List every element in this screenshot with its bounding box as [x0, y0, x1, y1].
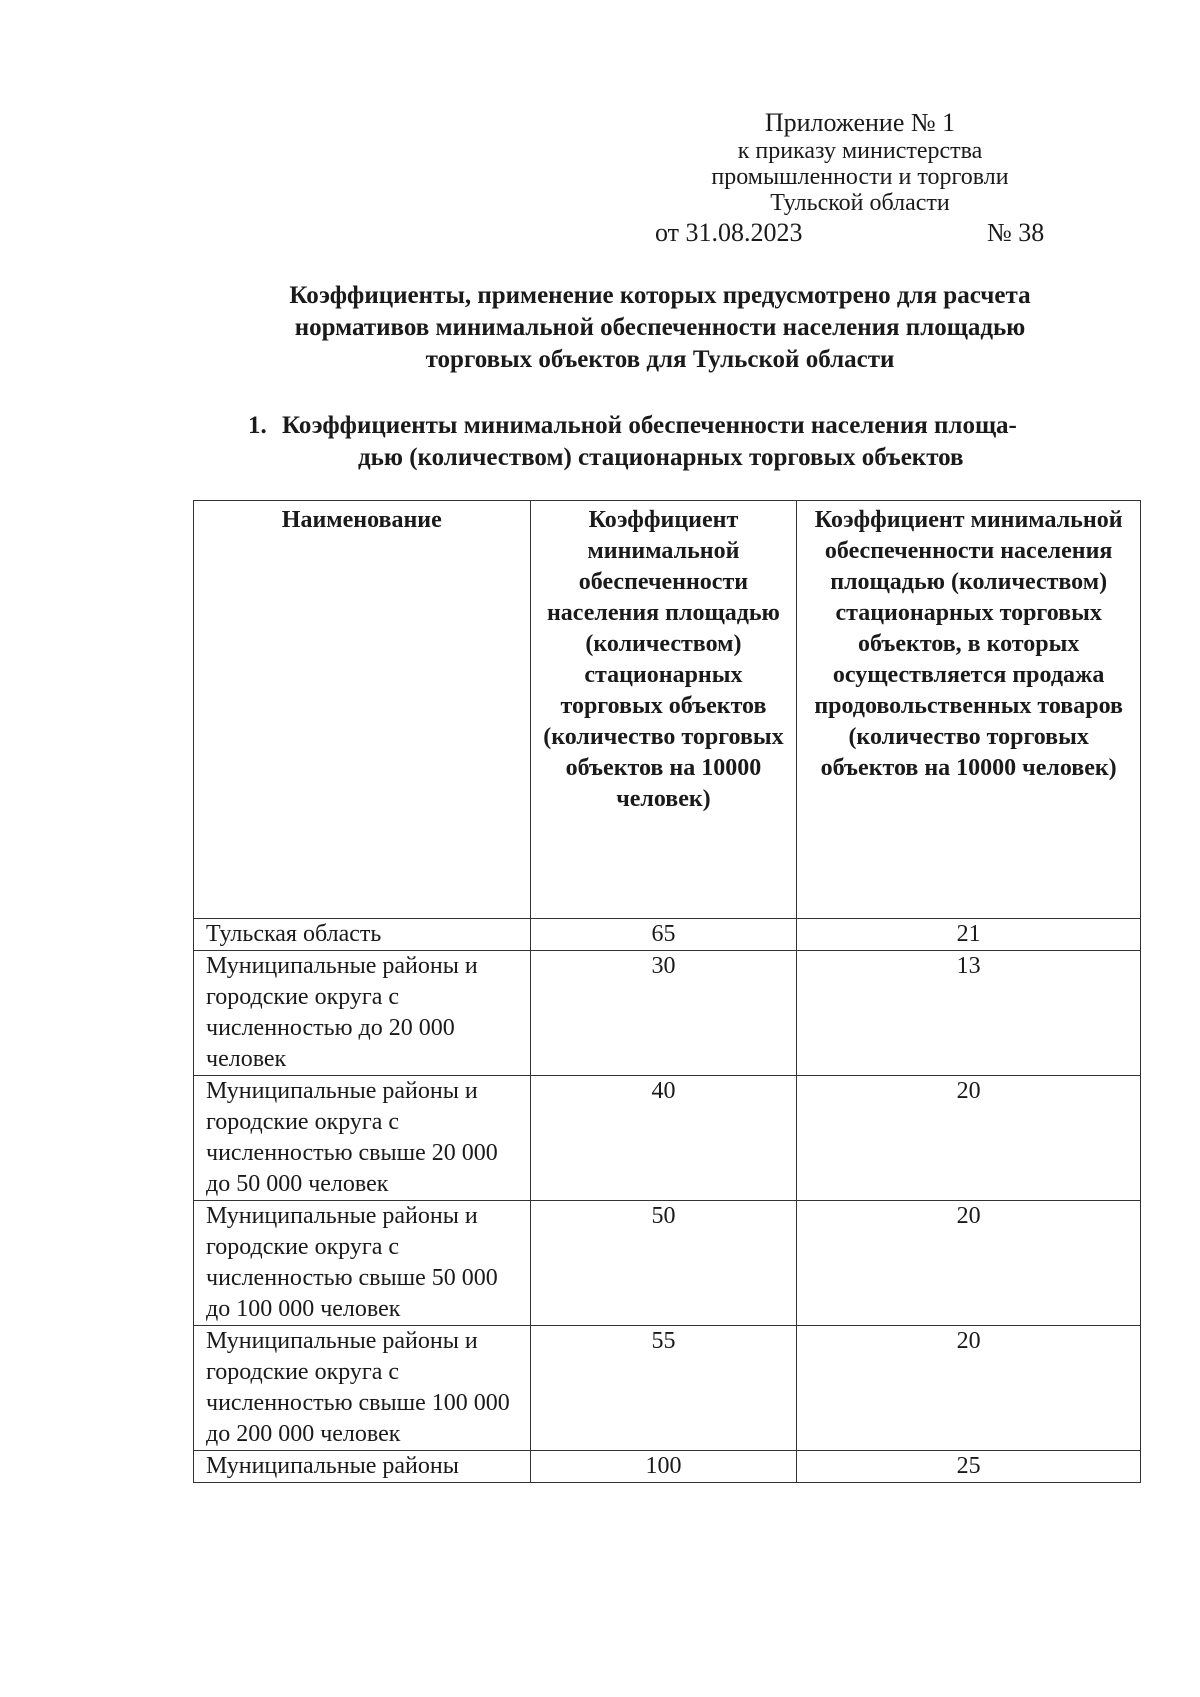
coef-total: 100: [530, 1451, 797, 1483]
header-coef-total: Коэффициент минимальной обеспеченности населения площадью (количеством) стационарных торговых объектов (количество торговых объектов на 10000 человек): [530, 501, 797, 919]
region-name: Муниципальные районы и городские округа с численностью свыше 100 000 до 200 000 человек: [194, 1326, 531, 1451]
coef-food: 20: [797, 1076, 1141, 1201]
table-row: [194, 1201, 1141, 1326]
section-number: 1.: [248, 412, 267, 439]
title-line: Коэффициенты, применение которых предусмотрено для расчета: [289, 282, 1031, 309]
table-header-row: [194, 501, 1141, 919]
appendix-line: промышленности и торговли: [711, 164, 1009, 190]
section-title-line: дью (количеством) стационарных торговых объектов: [358, 444, 964, 471]
region-name: Муниципальные районы и городские округа с численностью свыше 50 000 до 100 000 человек: [194, 1201, 531, 1326]
appendix-block: [690, 108, 1030, 216]
region-name: Тульская область: [194, 919, 531, 951]
header-coef-food: Коэффициент минимальной обеспеченности населения площадью (количеством) стационарных торговых объектов, в которых осуществляется продажа продовольственных товаров (количество торговых объектов на 10000 человек): [797, 501, 1141, 919]
coef-food: 21: [797, 919, 1141, 951]
title-line: торговых объектов для Тульской области: [425, 346, 895, 373]
coef-food: 20: [797, 1326, 1141, 1451]
table-row: [194, 919, 1141, 951]
coefficients-table: [193, 500, 1141, 1483]
section-title-line: Коэффициенты минимальной обеспеченности населения площа-: [282, 412, 1017, 439]
table-row: [194, 1451, 1141, 1483]
order-date: от 31.08.2023: [655, 218, 803, 247]
coef-food: 13: [797, 951, 1141, 1076]
coef-total: 40: [530, 1076, 797, 1201]
order-number: № 38: [987, 218, 1045, 247]
table-row: [194, 951, 1141, 1076]
region-name: Муниципальные районы и городские округа с численностью до 20 000 человек: [194, 951, 531, 1076]
table-row: [194, 1326, 1141, 1451]
document-title: [200, 280, 1120, 376]
title-line: нормативов минимальной обеспеченности населения площадью: [294, 314, 1026, 341]
order-date-line: [655, 218, 1055, 248]
coef-food: 20: [797, 1201, 1141, 1326]
appendix-line: к приказу министерства: [737, 138, 983, 164]
table-row: [194, 1076, 1141, 1201]
region-name: Муниципальные районы и городские округа с численностью свыше 20 000 до 50 000 человек: [194, 1076, 531, 1201]
coef-total: 55: [530, 1326, 797, 1451]
coef-total: 30: [530, 951, 797, 1076]
region-name: Муниципальные районы: [194, 1451, 531, 1483]
appendix-title: Приложение № 1: [764, 108, 956, 137]
coef-total: 65: [530, 919, 797, 951]
appendix-line: Тульской области: [770, 190, 950, 216]
coef-food: 25: [797, 1451, 1141, 1483]
coef-total: 50: [530, 1201, 797, 1326]
header-name: Наименование: [194, 501, 531, 919]
